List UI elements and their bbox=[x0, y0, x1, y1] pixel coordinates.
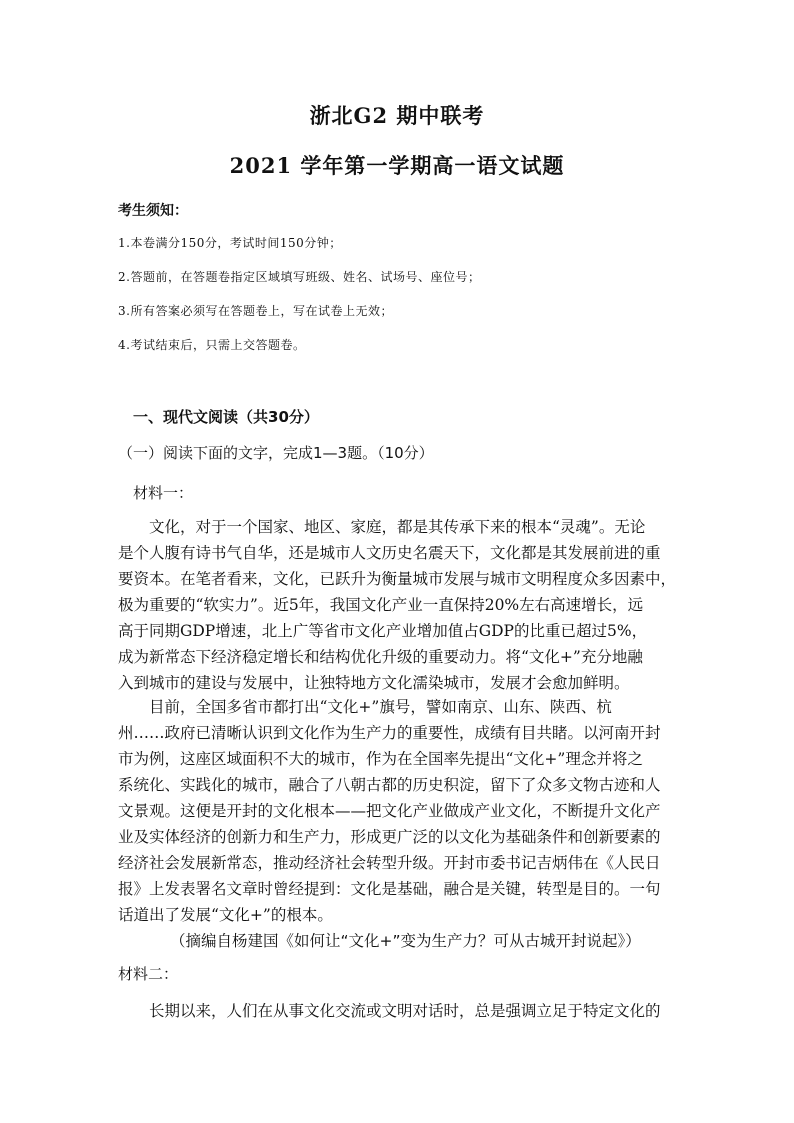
text-line: 是个人腹有诗书气自华，还是城市人文历史名震天下，文化都是其发展前进的重 bbox=[118, 544, 661, 562]
notice-item: 1.本卷满分150分，考试时间150分钟； bbox=[118, 236, 342, 250]
text-line: 业及实体经济的创新力和生产力，形成更广泛的以文化为基础条件和创新要素的 bbox=[118, 828, 661, 846]
source-citation: （摘编自杨建国《如何让“文化+”变为生产力？可从古城开封说起》） bbox=[170, 932, 641, 950]
material2-label: 材料二： bbox=[118, 965, 179, 983]
notice-item: 2.答题前，在答题卷指定区域填写班级、姓名、试场号、座位号； bbox=[118, 270, 481, 284]
material2-paragraph1 bbox=[118, 998, 678, 1024]
material1-label: 材料一： bbox=[133, 484, 194, 502]
text-line: 市为例，这座区域面积不大的城市，作为在全国率先提出“文化+”理念并将之 bbox=[118, 750, 643, 768]
notice-item: 3.所有答案必须写在答题卷上，写在试卷上无效； bbox=[118, 304, 393, 318]
section-title: 一、现代文阅读（共30分） bbox=[133, 408, 319, 426]
text-line: 文化，对于一个国家、地区、家庭，都是其传承下来的根本“灵魂”。无论 bbox=[149, 518, 646, 536]
material1-paragraph1 bbox=[118, 514, 678, 696]
text-line: 文景观。这便是开封的文化根本——把文化产业做成产业文化，不断提升文化产 bbox=[118, 802, 661, 820]
text-line: 极为重要的“软实力”。近5年，我国文化产业一直保持20%左右高速增长，远 bbox=[118, 596, 644, 614]
text-line: 报》上发表署名文章时曾经提到：文化是基础，融合是关键，转型是目的。一句 bbox=[118, 880, 661, 898]
material1-paragraph2 bbox=[118, 694, 678, 928]
exam-title-line1: 浙北G2 期中联考 bbox=[309, 103, 485, 128]
exam-title-line2: 2021 学年第一学期高一语文试题 bbox=[229, 153, 565, 178]
text-line: 成为新常态下经济稳定增长和结构优化升级的重要动力。将“文化+”充分地融 bbox=[118, 648, 643, 666]
text-line: 州……政府已清晰认识到文化作为生产力的重要性，成绩有目共睹。以河南开封 bbox=[118, 724, 661, 742]
text-line: 高于同期GDP增速，北上广等省市文化产业增加值占GDP的比重已超过5%， bbox=[118, 622, 648, 640]
text-line: 要资本。在笔者看来，文化，已跃升为衡量城市发展与城市文明程度众多因素中， bbox=[118, 570, 677, 588]
text-line: 入到城市的建设与发展中，让独特地方文化濡染城市，发展才会愈加鲜明。 bbox=[118, 674, 630, 692]
notice-item: 4.考试结束后，只需上交答题卷。 bbox=[118, 338, 306, 352]
text-line: 系统化、实践化的城市，融合了八朝古都的历史积淀，留下了众多文物古迹和人 bbox=[118, 776, 661, 794]
notice-heading: 考生须知： bbox=[118, 203, 188, 219]
text-line: 经济社会发展新常态，推动经济社会转型升级。开封市委书记吉炳伟在《人民日 bbox=[118, 854, 661, 872]
text-line: 话道出了发展“文化+”的根本。 bbox=[118, 906, 333, 924]
text-line: 长期以来，人们在从事文化交流或文明对话时，总是强调立足于特定文化的 bbox=[149, 1002, 661, 1020]
text-line: 目前，全国多省市都打出“文化+”旗号，譬如南京、山东、陕西、杭 bbox=[149, 698, 612, 716]
section-subtitle: （一）阅读下面的文字，完成1—3题。（10分） bbox=[118, 444, 434, 462]
